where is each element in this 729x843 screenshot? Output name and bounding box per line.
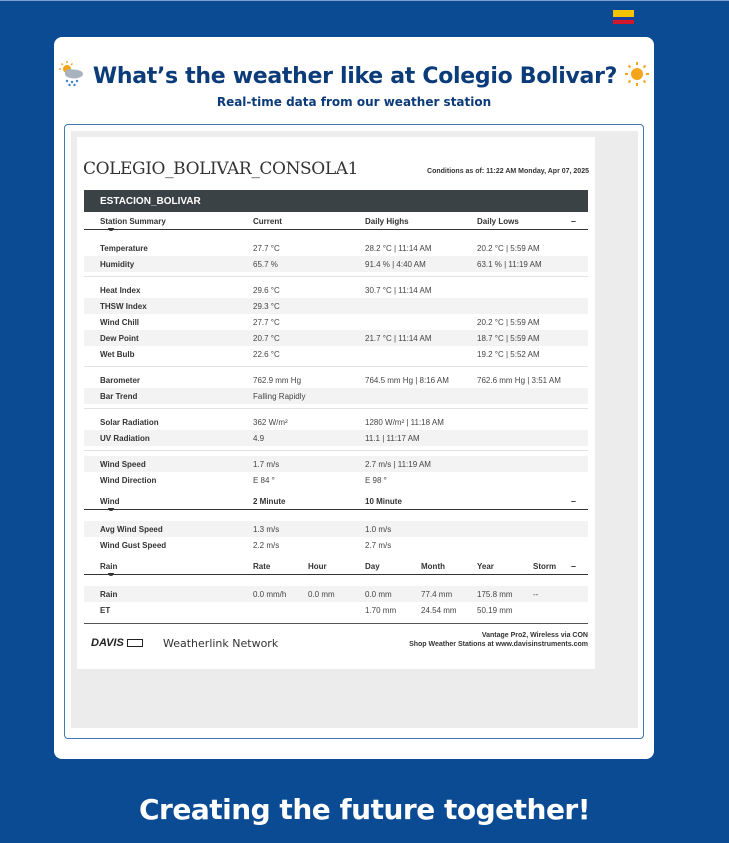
divider xyxy=(84,450,588,451)
rain-header xyxy=(84,560,588,575)
rain-sun-icon xyxy=(58,61,86,93)
row-current: 29.3 °C xyxy=(253,302,280,311)
page-title: What’s the weather like at Colegio Bolivar? xyxy=(92,64,618,89)
row-label: Dew Point xyxy=(100,334,139,343)
row-high: 2.7 m/s | 11:19 AM xyxy=(365,460,431,469)
storm-header: Storm xyxy=(533,562,557,571)
divider xyxy=(84,366,588,367)
row-low: 63.1 % | 11:19 AM xyxy=(477,260,542,269)
footer-divider xyxy=(84,623,588,624)
row-label: Solar Radiation xyxy=(100,418,159,427)
row-high: 21.7 °C | 11:14 AM xyxy=(365,334,432,343)
collapse-rain-button[interactable]: – xyxy=(570,561,576,571)
wind-header-label: Wind xyxy=(100,497,120,506)
row-current: 27.7 °C xyxy=(253,244,280,253)
row-current: E 84 ° xyxy=(253,476,275,485)
row-current: 27.7 °C xyxy=(253,318,280,327)
table-row xyxy=(84,537,588,553)
row-month: 77.4 mm xyxy=(421,590,453,599)
row-current: 20.7 °C xyxy=(253,334,280,343)
table-row xyxy=(84,602,588,618)
page-subtitle: Real-time data from our weather station xyxy=(216,95,492,109)
table-row xyxy=(84,346,588,362)
weather-card xyxy=(54,37,654,759)
row-current: 65.7 % xyxy=(253,260,278,269)
row-current: 29.6 °C xyxy=(253,286,280,295)
colombia-flag-icon[interactable] xyxy=(613,10,634,24)
rain-header-label: Rain xyxy=(100,562,118,571)
row-high: 30.7 °C | 11:14 AM xyxy=(365,286,432,295)
frame-background xyxy=(71,131,638,728)
weatherlink-widget xyxy=(77,137,595,669)
summary-header xyxy=(84,215,588,230)
row-label: Heat Index xyxy=(100,286,141,295)
row-low: 18.7 °C | 5:59 AM xyxy=(477,334,540,343)
rate-header: Rate xyxy=(253,562,271,571)
table-row xyxy=(84,430,588,446)
row-current: 762.9 mm Hg xyxy=(253,376,302,385)
station-bar xyxy=(84,190,588,212)
row-label: Humidity xyxy=(100,260,135,269)
header-tab-indicator xyxy=(108,508,114,511)
row-low: 20.2 °C | 5:59 AM xyxy=(477,244,540,253)
table-row xyxy=(84,330,588,346)
row-storm: -- xyxy=(533,590,539,599)
weatherlink-frame[interactable] xyxy=(64,124,644,739)
daily-lows-header: Daily Lows xyxy=(477,217,519,226)
row-label: UV Radiation xyxy=(100,434,150,443)
row-label: Temperature xyxy=(100,244,148,253)
table-row xyxy=(84,240,588,256)
top-border xyxy=(0,0,729,1)
row-high: 1280 W/m² | 11:18 AM xyxy=(365,418,444,427)
row-2min: 2.2 m/s xyxy=(253,541,280,550)
row-rate: 0.0 mm/h xyxy=(253,590,287,599)
table-row xyxy=(84,372,588,388)
station-name: COLEGIO_BOLIVAR_CONSOLA1 xyxy=(83,159,359,179)
table-row xyxy=(84,282,588,298)
sun-icon xyxy=(624,61,650,93)
year-header: Year xyxy=(477,562,494,571)
row-current: 1.7 m/s xyxy=(253,460,280,469)
collapse-summary-button[interactable]: – xyxy=(570,216,576,226)
weatherlink-network-link[interactable]: Weatherlink Network xyxy=(163,637,279,650)
row-day: 0.0 mm xyxy=(365,590,392,599)
row-low: 19.2 °C | 5:52 AM xyxy=(477,350,540,359)
month-header: Month xyxy=(421,562,445,571)
row-2min: 1.3 m/s xyxy=(253,525,280,534)
shop-link[interactable]: Shop Weather Stations at www.davisinstruments.com xyxy=(409,641,588,648)
row-hour: 0.0 mm xyxy=(308,590,335,599)
row-high: 28.2 °C | 11:14 AM xyxy=(365,244,432,253)
summary-header-label: Station Summary xyxy=(100,217,166,226)
row-10min: 1.0 m/s xyxy=(365,525,392,534)
divider xyxy=(84,276,588,277)
collapse-wind-button[interactable]: – xyxy=(570,496,576,506)
row-current: Falling Rapidly xyxy=(253,392,306,401)
row-current: 22.6 °C xyxy=(253,350,280,359)
row-label: Wind Speed xyxy=(100,460,146,469)
two-minute-header: 2 Minute xyxy=(253,497,286,506)
table-row xyxy=(84,314,588,330)
row-current: 4.9 xyxy=(253,434,265,443)
row-year: 175.8 mm xyxy=(477,590,513,599)
table-row xyxy=(84,298,588,314)
conditions-timestamp: Conditions as of: 11:22 AM Monday, Apr 07, 2025 xyxy=(427,168,589,175)
row-label: Bar Trend xyxy=(100,392,138,401)
row-month: 24.54 mm xyxy=(421,606,457,615)
row-10min: 2.7 m/s xyxy=(365,541,392,550)
divider xyxy=(84,408,588,409)
hour-header: Hour xyxy=(308,562,327,571)
station-bar-title: ESTACION_BOLIVAR xyxy=(100,196,201,207)
row-high: 11.1 | 11:17 AM xyxy=(365,434,420,443)
ten-minute-header: 10 Minute xyxy=(365,497,402,506)
row-label: Wind Gust Speed xyxy=(100,541,167,550)
table-row xyxy=(84,521,588,537)
slogan: Creating the future together! xyxy=(138,793,591,826)
row-label: Barometer xyxy=(100,376,141,385)
header-tab-indicator xyxy=(108,228,114,231)
table-row xyxy=(84,256,588,272)
page-title-row xyxy=(54,61,654,93)
row-label: ET xyxy=(100,606,111,615)
row-year: 50.19 mm xyxy=(477,606,513,615)
davis-logo-text: DAVIS xyxy=(91,637,124,649)
table-row xyxy=(84,472,588,488)
day-header: Day xyxy=(365,562,380,571)
row-low: 762.6 mm Hg | 3:51 AM xyxy=(477,376,561,385)
row-high: 764.5 mm Hg | 8:16 AM xyxy=(365,376,449,385)
row-label: Wind Direction xyxy=(100,476,157,485)
table-row xyxy=(84,414,588,430)
row-day: 1.70 mm xyxy=(365,606,397,615)
row-label: Rain xyxy=(100,590,118,599)
table-row xyxy=(84,388,588,404)
row-current: 362 W/m² xyxy=(253,418,288,427)
row-label: Avg Wind Speed xyxy=(100,525,163,534)
device-info: Vantage Pro2, Wireless via CON xyxy=(481,632,588,639)
wind-header xyxy=(84,495,588,510)
table-row xyxy=(84,456,588,472)
header-tab-indicator xyxy=(108,573,114,576)
row-label: Wet Bulb xyxy=(100,350,135,359)
davis-logo[interactable] xyxy=(91,637,143,649)
row-low: 20.2 °C | 5:59 AM xyxy=(477,318,540,327)
row-label: Wind Chill xyxy=(100,318,140,327)
current-header: Current xyxy=(253,217,282,226)
row-high: E 98 ° xyxy=(365,476,387,485)
daily-highs-header: Daily Highs xyxy=(365,217,409,226)
table-row xyxy=(84,586,588,602)
row-label: THSW Index xyxy=(100,302,147,311)
row-high: 91.4 % | 4:40 AM xyxy=(365,260,426,269)
